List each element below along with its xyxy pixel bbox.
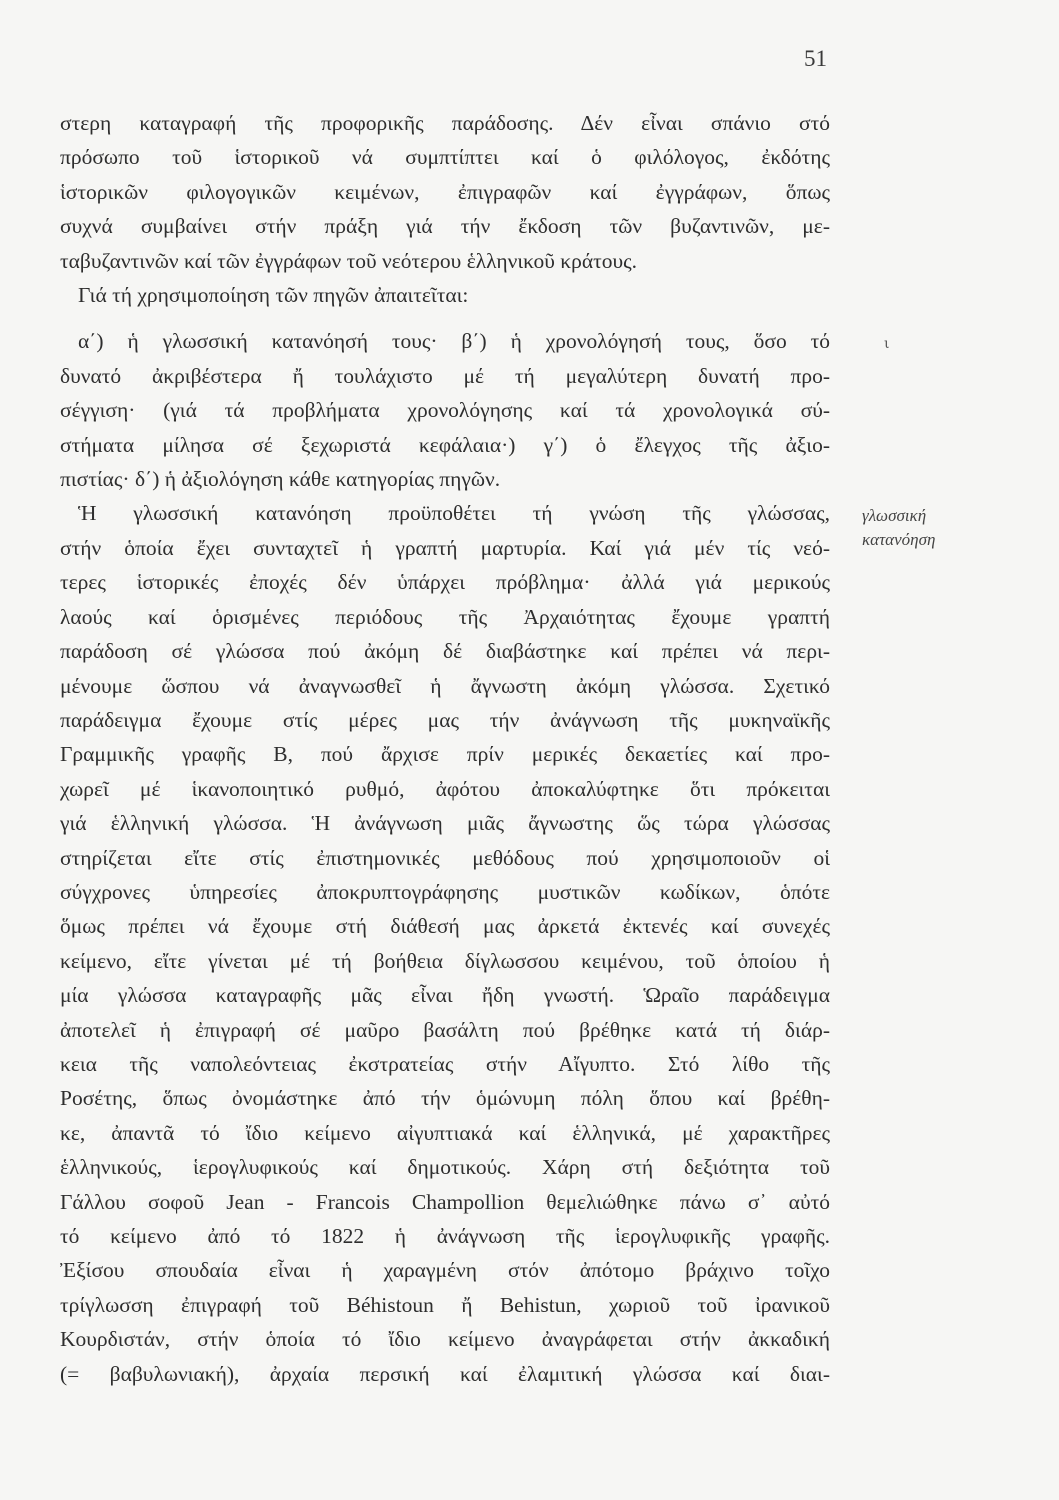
text-line: κε, ἀπαντᾶ τό ἴδιο κείμενο αἰγυπτιακά καί ἑλληνικά, μέ χαρακτῆρες	[60, 1120, 830, 1145]
text-line: ὅμως πρέπει νά ἔχουμε στή διάθεσή μας ἀρκετά ἐκτενές καί συνεχές	[60, 914, 830, 939]
text-line: στηρίζεται εἴτε στίς ἐπιστημονικές μεθόδους πού χρησιμοποιοῦν οἱ	[60, 845, 830, 870]
text-line: μένουμε ὥσπου νά ἀναγνωσθεῖ ἡ ἄγνωστη ἀκόμη γλώσσα. Σχετικό	[60, 673, 830, 698]
text-line: τερες ἱστορικές ἐποχές δέν ὑπάρχει πρόβλημα· ἀλλά γιά μερικούς	[60, 570, 830, 595]
text-line: τρίγλωσση ἐπιγραφή τοῦ Béhistoun ἤ Behistun, χωριοῦ τοῦ ἰρανικοῦ	[60, 1292, 830, 1317]
paragraph	[60, 496, 830, 1391]
paragraph	[60, 324, 830, 496]
text-line: τό κείμενο ἀπό τό 1822 ἡ ἀνάγνωση τῆς ἱερογλυφικῆς γραφῆς.	[60, 1224, 830, 1248]
text-line: μία γλώσσα καταγραφῆς μᾶς εἶναι ἤδη γνωστή. Ὡραῖο παράδειγμα	[60, 983, 830, 1008]
text-line: Γάλλου σοφοῦ Jean - Francois Champollion θεμελιώθηκε πάνω σ᾽ αὐτό	[60, 1189, 830, 1214]
text-line: πιστίας· δ΄) ἡ ἀξιολόγηση κάθε κατηγορίας πηγῶν.	[60, 467, 501, 492]
text-line: Γιά τή χρησιμοποίηση τῶν πηγῶν ἀπαιτεῖται:	[78, 283, 469, 308]
text-line: χωρεῖ μέ ἱκανοποιητικό ρυθμό, ἀφότου ἀποκαλύφτηκε ὅτι πρόκειται	[60, 776, 830, 801]
text-line: (= βαβυλωνιακή), ἀρχαία περσική καί ἐλαμιτική γλώσσα καί διαι-	[60, 1361, 830, 1386]
text-line: δυνατό ἀκριβέστερα ἤ τουλάχιστο μέ τή μεγαλύτερη δυνατή προ-	[60, 363, 830, 388]
text-line: στερη καταγραφή τῆς προφορικῆς παράδοσης. Δέν εἶναι σπάνιο στό	[60, 111, 830, 135]
text-line: στήν ὁποία ἔχει συνταχτεῖ ἡ γραπτή μαρτυρία. Καί γιά μέν τίς νεό-	[60, 535, 830, 560]
scan-speck: ι	[884, 336, 890, 352]
text-line: ἱστορικῶν φιλογογικῶν κειμένων, ἐπιγραφῶν καί ἐγγράφων, ὅπως	[60, 179, 830, 204]
text-line: παράδοση σέ γλώσσα πού ἀκόμη δέ διαβάστηκε καί πρέπει νά περι-	[60, 639, 830, 664]
text-line: Ἡ γλωσσική κατανόηση προϋποθέτει τή γνώση τῆς γλώσσας,	[78, 501, 830, 526]
text-line: σύγχρονες ὑπηρεσίες ἀποκρυπτογράφησης μυστικῶν κωδίκων, ὁπότε	[60, 879, 830, 904]
margin-note	[862, 504, 982, 552]
text-line: κεια τῆς ναπολεόντειας ἐκστρατείας στήν Αἴγυπτο. Στό λίθο τῆς	[60, 1051, 830, 1076]
paragraph	[60, 106, 830, 278]
text-line: ἀποτελεῖ ἡ ἐπιγραφή σέ μαῦρο βασάλτη πού βρέθηκε κατά τή διάρ-	[60, 1017, 830, 1042]
text-line: σέγγιση· (γιά τά προβλήματα χρονολόγησης καί τά χρονολογικά σύ-	[60, 398, 830, 423]
text-line: ταβυζαντινῶν καί τῶν ἐγγράφων τοῦ νεότερου ἑλληνικοῦ κράτους.	[60, 248, 638, 273]
text-line: Ἐξίσου σπουδαία εἶναι ἡ χαραγμένη στόν ἀπότομο βράχινο τοῖχο	[60, 1258, 830, 1283]
text-line: λαούς καί ὁρισμένες περιόδους τῆς Ἀρχαιότητας ἔχουμε γραπτή	[60, 604, 830, 629]
text-line: κείμενο, εἴτε γίνεται μέ τή βοήθεια δίγλωσσου κειμένου, τοῦ ὁποίου ἡ	[60, 948, 830, 973]
text-line: α΄) ἡ γλωσσική κατανόησή τους· β΄) ἡ χρονολόγησή τους, ὅσο τό	[78, 329, 830, 354]
text-line: παράδειγμα ἔχουμε στίς μέρες μας τήν ἀνάγνωση τῆς μυκηναϊκῆς	[60, 707, 830, 732]
text-line: Γραμμικῆς γραφῆς Β, πού ἄρχισε πρίν μερικές δεκαετίες καί προ-	[60, 742, 830, 767]
text-line: στήματα μίλησα σέ ξεχωριστά κεφάλαια·) γ΄) ὁ ἔλεγχος τῆς ἀξιο-	[60, 432, 830, 457]
margin-note-line: γλωσσική	[862, 506, 927, 525]
body-text	[60, 106, 830, 1391]
paragraph	[60, 278, 830, 312]
page-number: 51	[804, 46, 827, 71]
margin-note-line: κατανόηση	[862, 530, 936, 549]
text-line: ἑλληνικούς, ἱερογλυφικούς καί δημοτικούς. Χάρη στή δεξιότητα τοῦ	[60, 1155, 830, 1180]
text-line: πρόσωπο τοῦ ἱστορικοῦ νά συμπτίπτει καί ὁ φιλόλογος, ἐκδότης	[60, 145, 830, 170]
text-line: συχνά συμβαίνει στήν πράξη γιά τήν ἔκδοση τῶν βυζαντινῶν, με-	[60, 214, 830, 239]
text-line: γιά ἑλληνική γλώσσα. Ἡ ἀνάγνωση μιᾶς ἄγνωστης ὥς τώρα γλώσσας	[60, 811, 830, 836]
text-line: Κουρδιστάν, στήν ὁποία τό ἴδιο κείμενο ἀναγράφεται στήν ἀκκαδική	[60, 1327, 830, 1352]
text-line: Ροσέτης, ὅπως ὀνομάστηκε ἀπό τήν ὁμώνυμη πόλη ὅπου καί βρέθη-	[60, 1086, 830, 1111]
